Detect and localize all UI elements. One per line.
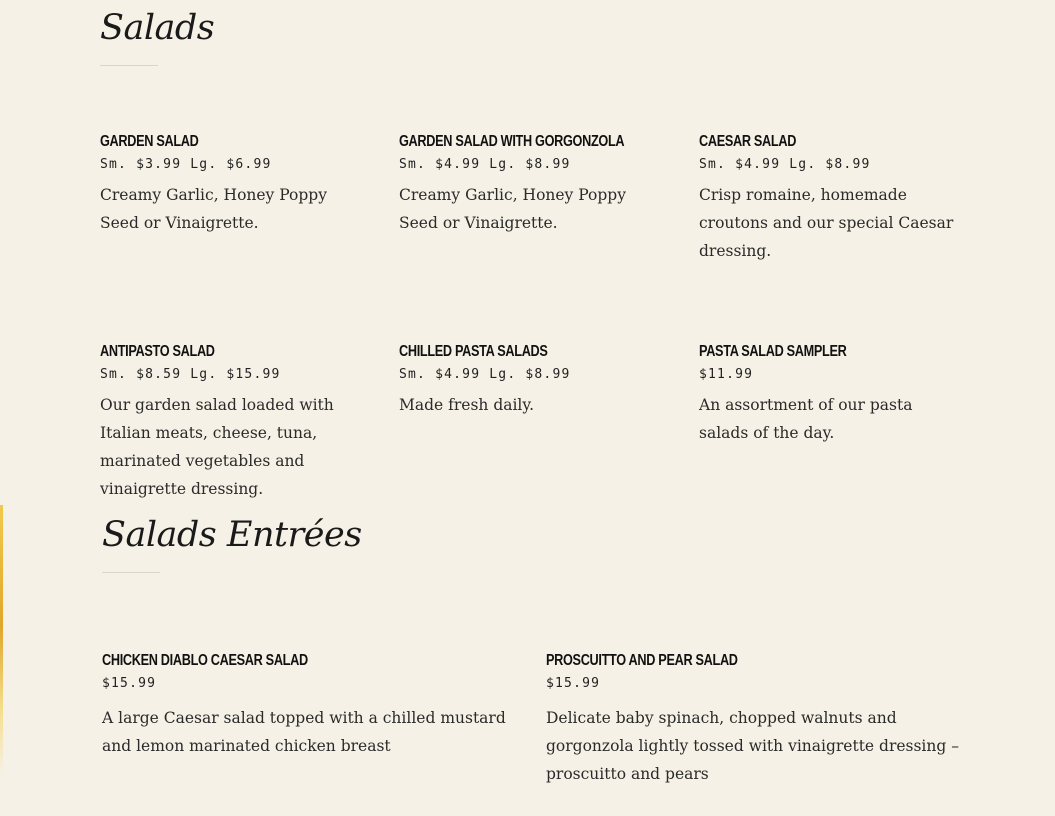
menu-item-antipasto-salad	[100, 343, 340, 503]
menu-item-price: $15.99	[102, 676, 157, 691]
section-title-salads: Salads	[100, 8, 215, 48]
menu-item-name: PROSCUITTO AND PEAR SALAD	[546, 652, 738, 669]
section-divider	[100, 65, 158, 66]
menu-item-price: Sm. $8.59 Lg. $15.99	[100, 367, 281, 382]
menu-item-chicken-diablo-caesar	[102, 652, 517, 760]
menu-item-description: Creamy Garlic, Honey Poppy Seed or Vinaigrette.	[399, 186, 626, 232]
menu-item-chilled-pasta-salads	[399, 343, 669, 419]
menu-item-description: Creamy Garlic, Honey Poppy Seed or Vinaigrette.	[100, 186, 327, 232]
menu-item-name: ANTIPASTO SALAD	[100, 343, 215, 360]
menu-item-price: Sm. $4.99 Lg. $8.99	[399, 157, 571, 172]
menu-item-price: $11.99	[699, 367, 754, 382]
menu-item-description: Made fresh daily.	[399, 396, 535, 414]
menu-item-price: $15.99	[546, 676, 601, 691]
menu-item-name: GARDEN SALAD	[100, 133, 199, 150]
section-title-salads-entrees: Salads Entrées	[102, 515, 362, 555]
left-edge-accent	[0, 505, 3, 775]
menu-item-description: A large Caesar salad topped with a chilled mustard and lemon marinated chicken breast	[102, 709, 506, 755]
menu-item-price: Sm. $4.99 Lg. $8.99	[399, 367, 571, 382]
menu-item-description: Our garden salad loaded with Italian meats, cheese, tuna, marinated vegetables and vinaigrette dressing.	[100, 396, 334, 498]
menu-item-garden-salad	[100, 133, 365, 237]
menu-item-garden-salad-gorgonzola	[399, 133, 669, 237]
menu-item-caesar-salad	[699, 133, 954, 265]
menu-item-price: Sm. $4.99 Lg. $8.99	[699, 157, 871, 172]
menu-item-description: Crisp romaine, homemade croutons and our special Caesar dressing.	[699, 186, 954, 260]
section-divider	[102, 572, 160, 573]
menu-item-pasta-salad-sampler	[699, 343, 964, 447]
menu-item-proscuitto-pear	[546, 652, 966, 788]
menu-item-name: PASTA SALAD SAMPLER	[699, 343, 847, 360]
menu-item-name: CHICKEN DIABLO CAESAR SALAD	[102, 652, 308, 669]
menu-item-name: CAESAR SALAD	[699, 133, 797, 150]
menu-item-description: An assortment of our pasta salads of the day.	[699, 396, 913, 442]
menu-item-name: CHILLED PASTA SALADS	[399, 343, 548, 360]
menu-item-name: GARDEN SALAD WITH GORGONZOLA	[399, 133, 625, 150]
menu-item-price: Sm. $3.99 Lg. $6.99	[100, 157, 272, 172]
menu-item-description: Delicate baby spinach, chopped walnuts and gorgonzola lightly tossed with vinaigrette dressing – proscuitto and pears	[546, 709, 959, 783]
